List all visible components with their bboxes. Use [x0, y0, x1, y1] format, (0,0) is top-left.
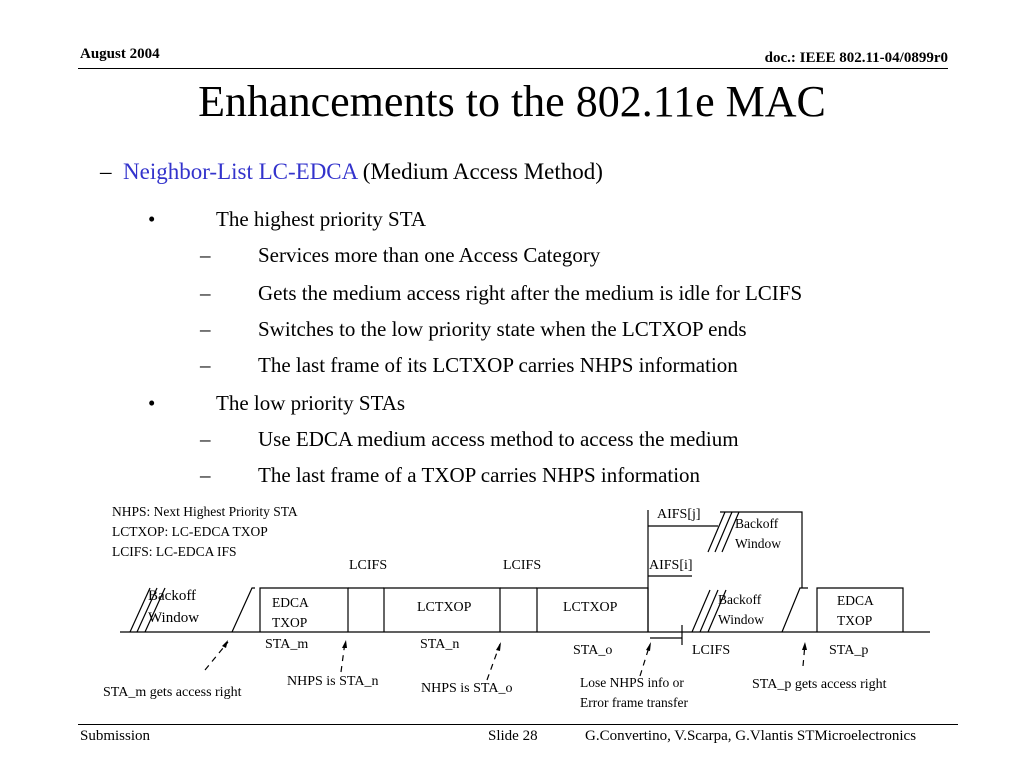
bullet-marker-4: – [200, 353, 211, 377]
sta-m-label: STA_m [265, 637, 309, 652]
edca-txop-p-line2: TXOP [837, 613, 873, 628]
footer-submission: Submission [80, 728, 151, 744]
bullet-text-7: The last frame of a TXOP carries NHPS information [258, 463, 701, 487]
bullet-text-6: Use EDCA medium access method to access the medium [258, 427, 739, 451]
bullet-text-2: Gets the medium access right after the medium is idle for LCIFS [258, 281, 803, 305]
note-nhps-o: NHPS is STA_o [421, 681, 513, 696]
note-nhps-n: NHPS is STA_n [287, 674, 379, 689]
legend-nhps: NHPS: Next Highest Priority STA [112, 504, 298, 519]
lctxop-n-label: LCTXOP [417, 600, 472, 615]
bullet-marker-1: – [200, 243, 211, 267]
edca-txop-p-line1: EDCA [837, 593, 874, 608]
bullet-marker-7: – [200, 463, 211, 487]
bullet-text-3: Switches to the low priority state when the LCTXOP ends [258, 317, 747, 341]
backoff-right-line1: Backoff [718, 592, 762, 607]
bullet-text-0: The highest priority STA [216, 207, 427, 231]
aifs-j-label: AIFS[j] [657, 507, 701, 522]
header-doc-id: doc.: IEEE 802.11-04/0899r0 [764, 50, 948, 66]
bullet-text-4: The last frame of its LCTXOP carries NHPS information [258, 353, 738, 377]
bullet-text-5: The low priority STAs [216, 391, 406, 415]
bullet-marker-3: – [200, 317, 211, 341]
bullet-text-1: Services more than one Access Category [258, 243, 601, 267]
legend-lcifs: LCIFS: LC-EDCA IFS [112, 544, 237, 559]
slide-title: Enhancements to the 802.11e MAC [198, 77, 826, 126]
note-lose-line2: Error frame transfer [580, 695, 688, 710]
edca-txop-m-line1: EDCA [272, 595, 309, 610]
aifs-i-label: AIFS[i] [649, 558, 693, 573]
note-sta-m-access: STA_m gets access right [103, 685, 242, 700]
footer-authors: G.Convertino, V.Scarpa, G.Vlantis STMicroelectronics [585, 728, 917, 744]
footer-rule [78, 724, 958, 725]
sta-o-label: STA_o [573, 643, 613, 658]
lcifs-label-2: LCIFS [503, 558, 542, 573]
legend-lctxop: LCTXOP: LC-EDCA TXOP [112, 524, 268, 539]
bullet-marker-5: • [148, 391, 156, 415]
edca-txop-m-line2: TXOP [272, 615, 308, 630]
bullet-marker-6: – [200, 427, 211, 451]
backoff-right-line2: Window [718, 612, 764, 627]
backoff-left-line1: Backoff [148, 588, 197, 604]
sta-n-label: STA_n [420, 637, 460, 652]
note-sta-p-access: STA_p gets access right [752, 677, 887, 692]
lcifs-label-3: LCIFS [692, 643, 731, 658]
header-date: August 2004 [80, 46, 160, 62]
bullet-marker-2: – [200, 281, 211, 305]
level1-dash: – [100, 159, 112, 184]
backoff-left-line2: Window [148, 610, 200, 626]
level1-rest: (Medium Access Method) [357, 159, 603, 184]
backoff-top-line1: Backoff [735, 516, 779, 531]
lcifs-label-1: LCIFS [349, 558, 388, 573]
backoff-top-line2: Window [735, 536, 781, 551]
lctxop-o-label: LCTXOP [563, 600, 618, 615]
note-lose-line1: Lose NHPS info or [580, 675, 684, 690]
level1-highlight: Neighbor-List LC-EDCA [123, 159, 357, 184]
sta-p-label: STA_p [829, 643, 869, 658]
bullet-marker-0: • [148, 207, 156, 231]
footer-slide-number: Slide 28 [488, 728, 538, 744]
